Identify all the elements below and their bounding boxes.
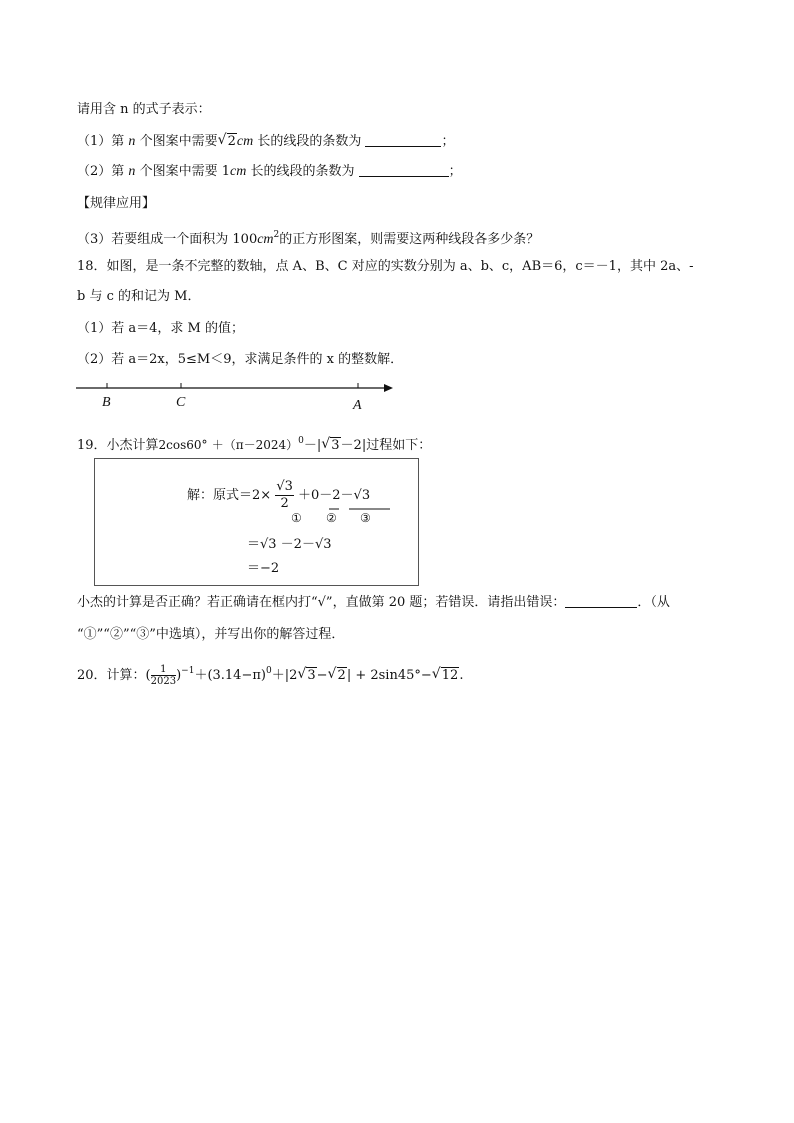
answer-blank-19[interactable] [565,595,637,608]
problem-18-text-2: b 与 c 的和记为 M． [77,289,201,304]
solution-line-3 [247,557,279,576]
q1-prefix: （1）第 [77,134,125,149]
problem-19-question-2 [77,626,344,644]
p20-end: . [459,668,464,683]
label-c: C [176,395,186,410]
superscript-2: 2 [273,230,280,240]
intro-text: 请用含 n 的式子表示： [77,102,211,117]
p20-exp-2: 0 [265,666,272,676]
solution-prefix: 解：原式＝2× [187,488,272,503]
p19-abs-open: －| [303,438,322,453]
mark-1: ① [291,511,302,525]
fraction-1-over-2023: $\frac{1}{2023}$ [150,664,177,687]
p19-prefix: 19．小杰计算 [77,438,159,453]
problem-18-question-1: （1）若 a＝4，求 M 的值； [77,321,245,336]
sqrt-3: √ 3 [321,436,340,453]
p19-end: －2|过程如下： [340,438,432,453]
sqrt-3-b: √ 3 [297,666,316,683]
unit-cm: cm [257,232,274,247]
p19-sup: 0 [298,436,304,446]
solution-step-2: ＝√3 －2－√3 [247,537,332,552]
fraction-sqrt3-over-2: $\frac{√3}{2}$ [276,479,293,511]
problem-20: 20．计算：( $\frac{1}{2023}$ )$^{-1}+(3.14-\pi)^0+|2$ √ 3− √ 2| + 2sin45°− √ 12. [77,664,464,687]
q1-middle: 个图案中需要 [139,134,218,149]
problem-19-question [77,594,670,612]
solution-step-3: ＝−2 [247,561,280,576]
p19-pi-term: ＋（π－2024） [211,438,299,452]
q2-length: 1 [221,164,230,179]
unit-cm: cm [230,164,247,179]
number-line-arrow [384,384,393,392]
p20-exp-1: −1 [181,666,195,676]
solution-terms: ＋0－2－√3 [298,488,371,503]
problem-18-question-2: （2）若 a＝2x，5≤M＜9，求满足条件的 x 的整数解． [77,352,404,367]
p20-prefix: 20．计算：( [77,668,151,683]
solution-line-2 [247,533,332,552]
p20-term-4: | + 2sin45°− [346,668,432,683]
p19-cos: 2cos60° [158,438,208,452]
section-title: 【规律应用】 [77,196,156,211]
p20-term-3: ＋|2 [271,668,298,683]
sqrt-2-b: √ 2 [327,666,346,683]
p20-term-2: ＋(3.14−π) [194,668,266,683]
problem-18-text: 18．如图，是一条不完整的数轴，点 A、B、C 对应的实数分别为 a、b、c，AB＝6，c＝－1，其中 2a、- [77,259,694,274]
q2-prefix: （2）第 [77,164,125,179]
sqrt-12: √ 12 [431,666,459,683]
q1-end: ； [441,134,455,149]
label-b: B [102,395,111,410]
q3-prefix: （3）若要组成一个面积为 100 [77,232,258,247]
q3-post: 的正方形图案，则需要这两种线段各多少条？ [279,232,540,247]
solution-box[interactable] [94,458,419,586]
q2-middle: 个图案中需要 [139,164,218,179]
unit-cm: cm [236,134,254,149]
p19-options-text: “①”“②”“③”中选填），并写出你的解答过程． [77,627,345,642]
sqrt-2: √ 2 [217,132,236,149]
p19-question-text: 小杰的计算是否正确？若正确请在框内打“√”，直做第 20 题；若错误．请指出错误： [77,595,566,610]
label-a: A [353,398,362,413]
variable-n: n [128,134,136,149]
p19-question-tail: ．（从 [637,595,670,610]
variable-n: n [128,164,136,179]
q1-post: 长的线段的条数为 [257,134,362,149]
mark-3: ③ [360,511,371,525]
problem-19-heading [77,432,431,455]
mark-2: ② [326,511,337,525]
q2-post: 长的线段的条数为 [250,164,355,179]
p20-minus: − [316,668,328,683]
q2-end: ； [448,164,462,179]
